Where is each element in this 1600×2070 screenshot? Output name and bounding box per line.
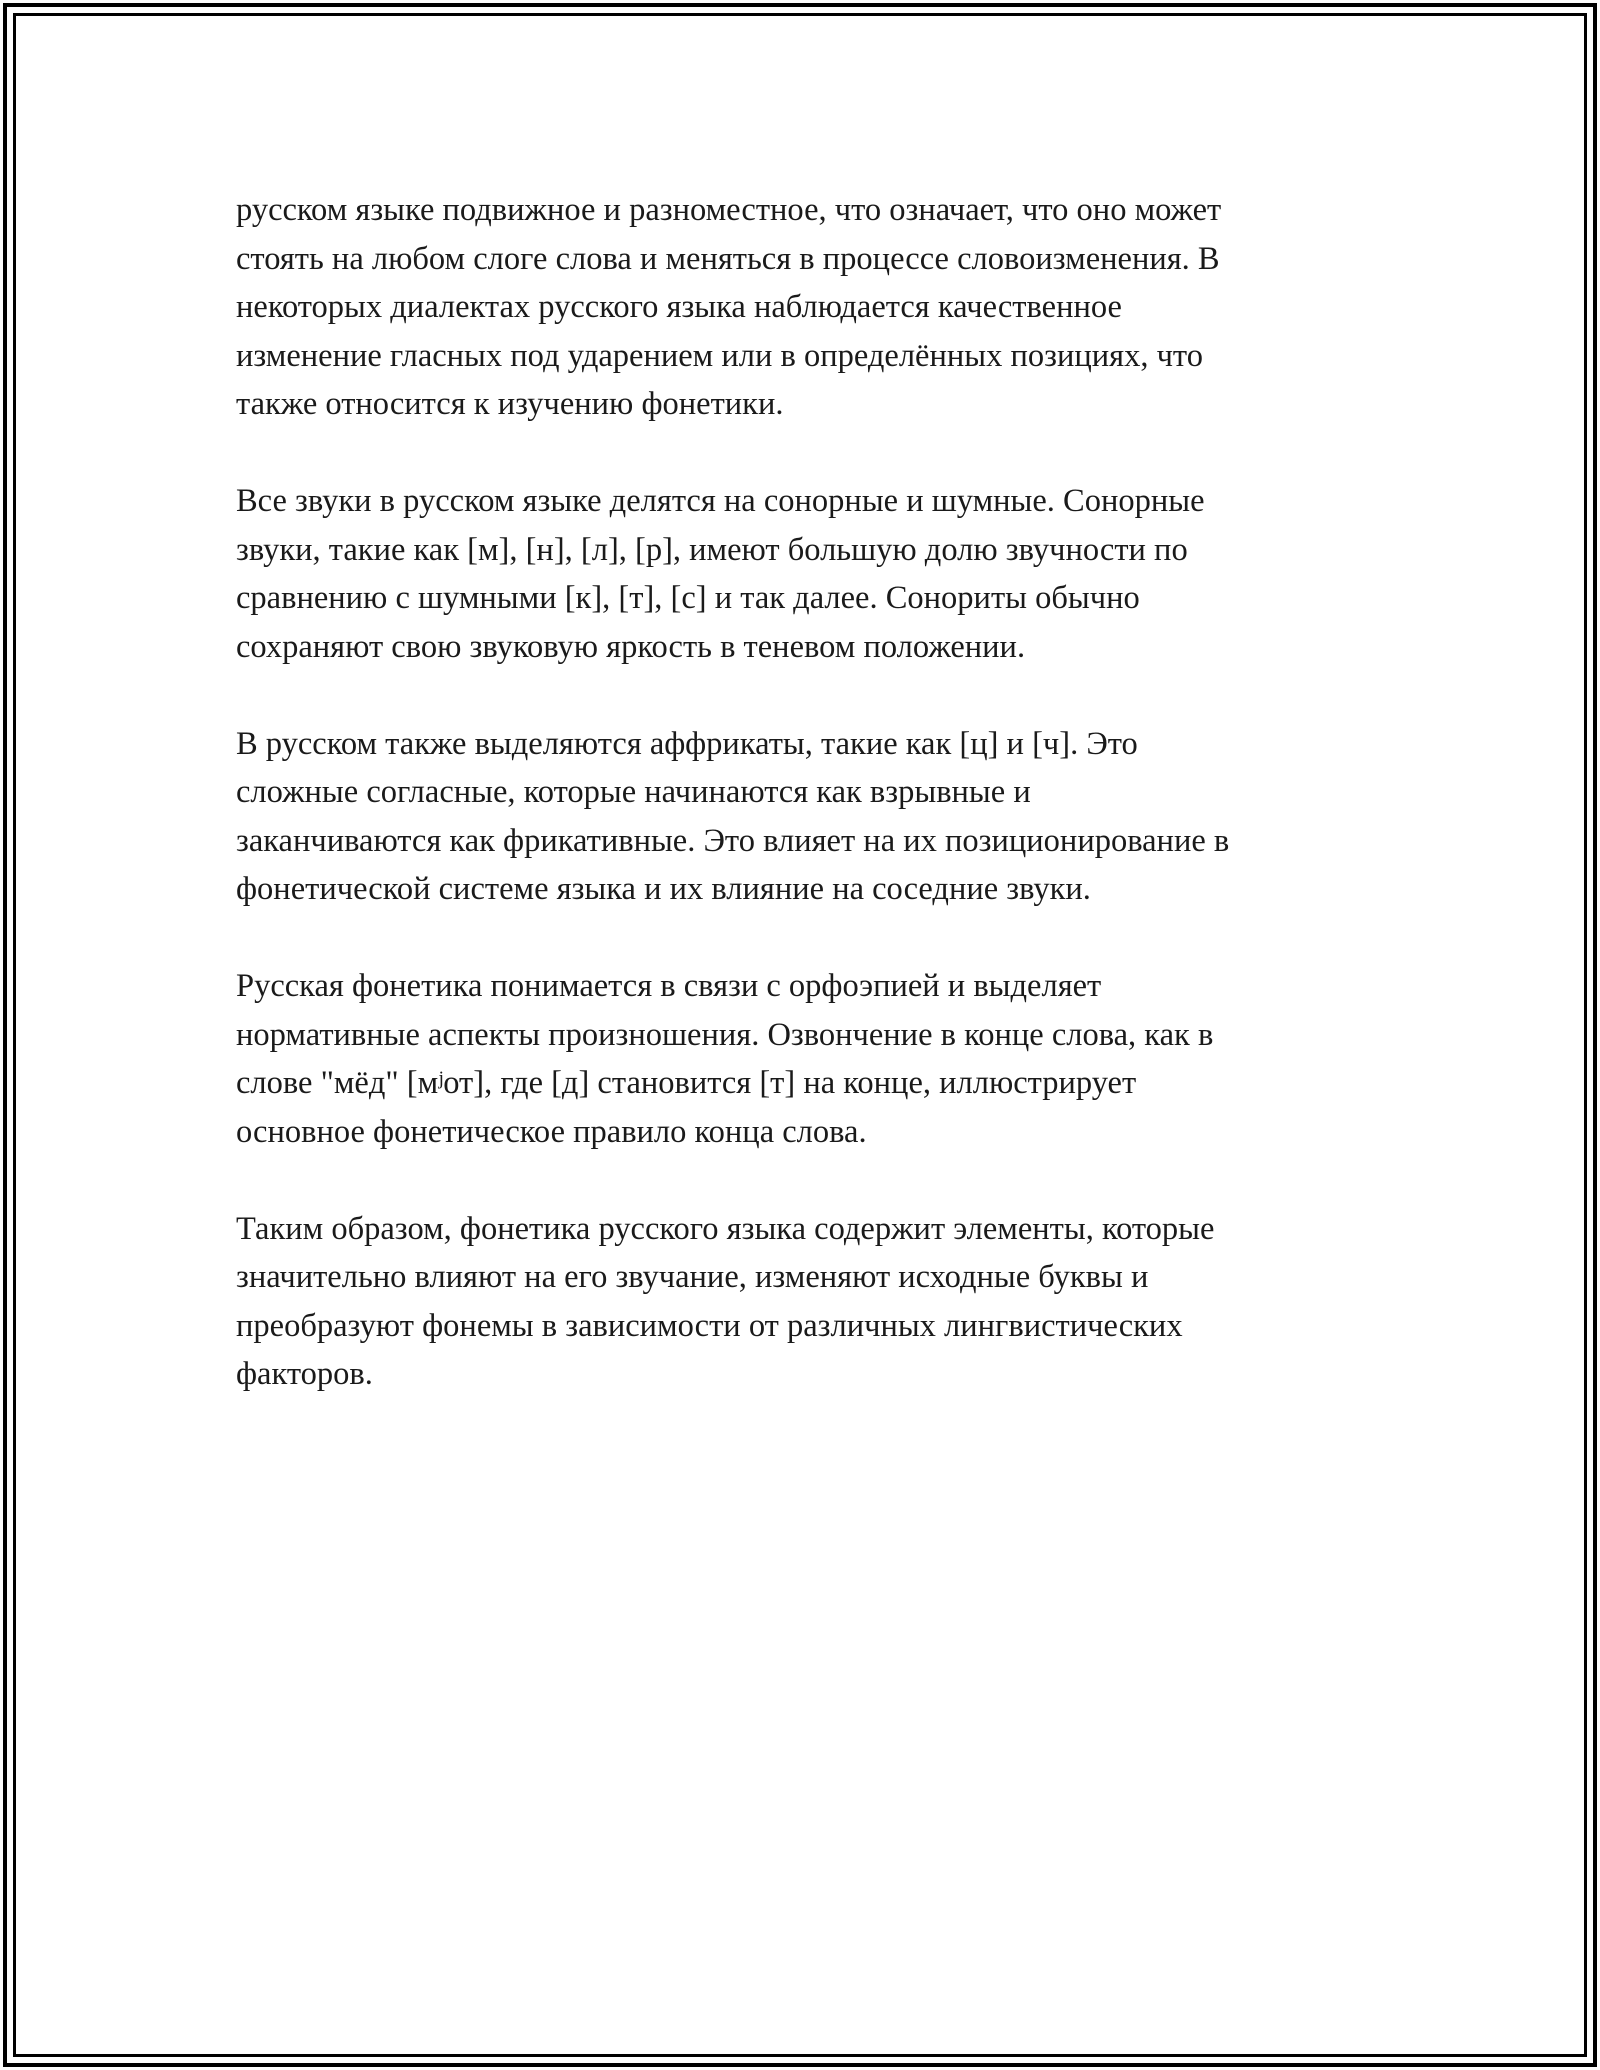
text-line: сравнению с шумными [к], [т], [с] и так далее. Сонориты обычно xyxy=(236,580,1140,616)
text-line: фонетической системе языка и их влияние на соседние звуки. xyxy=(236,871,1091,907)
text-line: слове "мёд" [мʲот], где [д] становится [т] на конце, иллюстрирует xyxy=(236,1065,1137,1101)
text-line: преобразуют фонемы в зависимости от различных лингвистических xyxy=(236,1307,1183,1344)
text-line: факторов. xyxy=(236,1356,373,1392)
text-line: некоторых диалектах русского языка наблюдается качественное xyxy=(236,289,1122,325)
text-line: стоять на любом слоге слова и меняться в процессе словоизменения. В xyxy=(236,240,1220,277)
text-line: сохраняют свою звуковую яркость в теневом положении. xyxy=(236,628,1026,665)
text-line: изменение гласных под ударением или в определённых позициях, что xyxy=(236,337,1203,374)
text-line: нормативные аспекты произношения. Озвончение в конце слова, как в xyxy=(236,1016,1214,1053)
paragraph-5 xyxy=(236,1205,1386,1399)
paragraph-1 xyxy=(236,186,1386,429)
text-line: В русском также выделяются аффрикаты, такие как [ц] и [ч]. Это xyxy=(236,725,1138,762)
paragraph-3 xyxy=(236,720,1386,914)
paragraph-2 xyxy=(236,477,1386,671)
text-line: основное фонетическое правило конца слова. xyxy=(236,1113,867,1150)
text-line: Все звуки в русском языке делятся на сонорные и шумные. Сонорные xyxy=(236,483,1205,519)
document-body xyxy=(236,186,1386,1447)
text-line: сложные согласные, которые начинаются как взрывные и xyxy=(236,774,1031,810)
text-line: Таким образом, фонетика русского языка содержит элементы, которые xyxy=(236,1210,1215,1247)
text-line: также относится к изучению фонетики. xyxy=(236,386,784,422)
paragraph-4 xyxy=(236,962,1386,1156)
text-line: звуки, такие как [м], [н], [л], [р], имеют большую долю звучности по xyxy=(236,531,1188,568)
text-line: значительно влияют на его звучание, изменяют исходные буквы и xyxy=(236,1259,1149,1295)
text-line: заканчиваются как фрикативные. Это влияет на их позиционирование в xyxy=(236,822,1230,859)
text-line: русском языке подвижное и разноместное, что означает, что оно может xyxy=(236,192,1222,228)
text-line: Русская фонетика понимается в связи с орфоэпией и выделяет xyxy=(236,968,1102,1004)
